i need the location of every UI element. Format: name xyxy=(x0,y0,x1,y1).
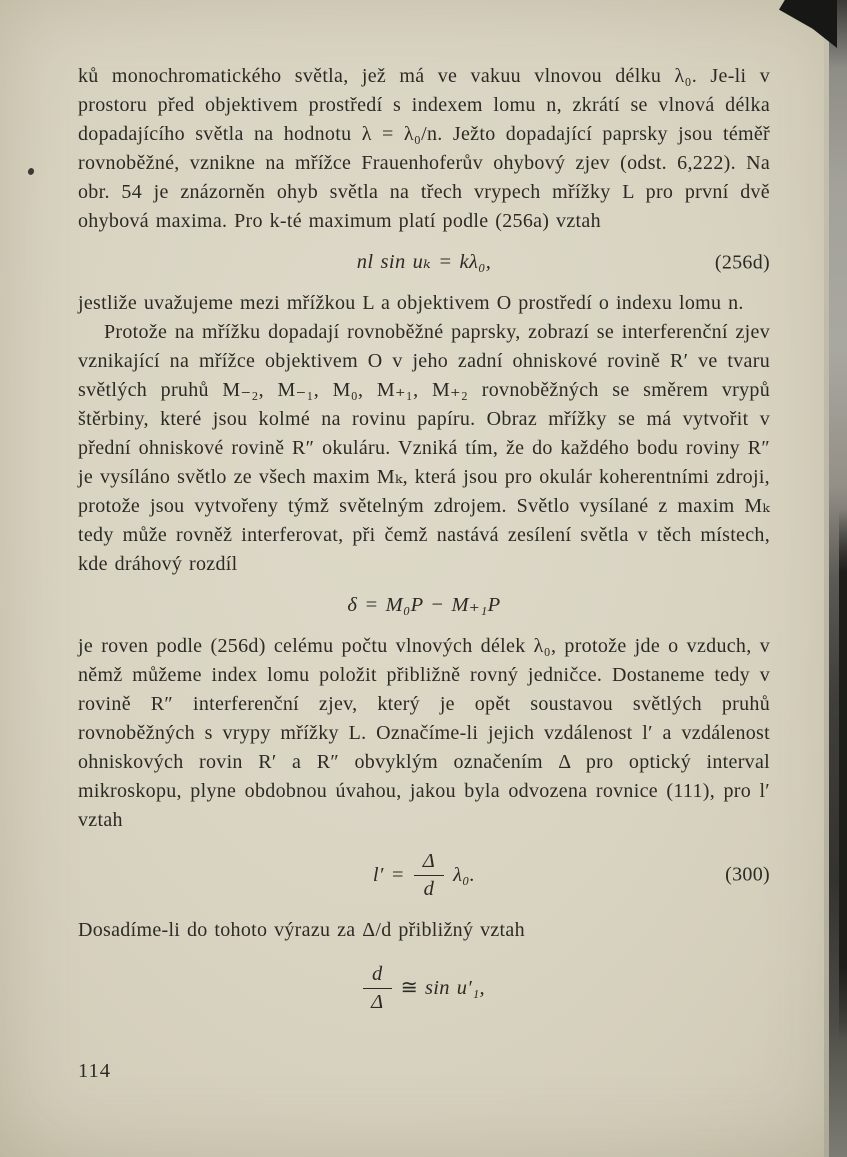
scan-right-edge-shadow xyxy=(829,0,847,1157)
fraction-numerator: Δ xyxy=(414,850,444,876)
scan-top-right-corner-artifact xyxy=(779,0,837,48)
fraction-d-over-delta xyxy=(363,963,392,1014)
fraction-denominator: Δ xyxy=(371,990,384,1013)
equation-256d xyxy=(78,248,770,277)
equation-300-rhs: λ₀. xyxy=(453,863,476,886)
page-number: 114 xyxy=(78,1060,111,1082)
fraction-numerator: d xyxy=(363,963,392,989)
equation-300-number: (300) xyxy=(725,863,770,886)
equation-sine xyxy=(78,960,770,1014)
paragraph-4: je roven podle (256d) celému počtu vlnových délek λ₀, protože jde o vzduch, v němž můžeme index lomu položit přibližně rovný jedničce. Dostaneme tedy v rovině R″ interferenční zjev, který je opět soustavou světlých pruhů rovnoběžných s vrypy mřížky L. Označíme-li jejich vzdálenost l′ a vzdálenost ohniskových rovin R′ a R″ obvyklým označením Δ pro optický interval mikroskopu, plyne obdobnou úvahou, jakou byla odvozena rovnice (111), pro l′ vztah xyxy=(78,635,770,831)
scan-ink-speck xyxy=(27,167,35,176)
equation-300-body xyxy=(373,850,475,901)
text-column xyxy=(78,62,770,1029)
paragraph-5: Dosadíme-li do tohoto výrazu za Δ/d přibližný vztah xyxy=(78,918,525,941)
fraction-delta-over-d xyxy=(414,850,444,901)
paragraph-3: Protože na mřížku dopadají rovnoběžné paprsky, zobrazí se interferenční zjev vznikající na mřížce objektivem O v jeho zadní ohniskové rovině R′ ve tvaru světlých pruhů M₋₂, M₋₁, M₀, M₊₁, M₊₂ rovnoběžných se směrem vrypů štěrbiny, které jsou kolmé na rovinu papíru. Obraz mřížky se má vytvořit v přední ohniskové rovině R″ okuláru. Vzniká tím, že do každého bodu roviny R″ je vysíláno světlo ze všech maxim Mₖ, která jsou pro okulár koherentními zdroji, protože jsou vytvořeny týmž světelným zdrojem. Světlo vysílané z maxim Mₖ tedy může rovněž interferovat, při čemž nastává zesílení světla v těch místech, kde dráhový rozdíl xyxy=(78,321,770,575)
paragraph-2: jestliže uvažujeme mezi mřížkou L a objektivem O prostředí o indexu lomu n. xyxy=(78,292,744,314)
equation-sine-body xyxy=(363,963,485,1014)
fraction-denominator: d xyxy=(423,877,435,900)
equation-sine-rhs: ≅ sin u′₁, xyxy=(400,976,485,999)
equation-path-difference-body: δ = M₀P − M₊₁P xyxy=(347,594,501,616)
equation-300-lhs: l′ = xyxy=(372,863,405,886)
equation-256d-number: (256d) xyxy=(714,251,770,273)
paragraph-1: ků monochromatického světla, jež má ve vakuu vlnovou délku λ₀. Je-li v prostoru před objektivem prostředí s indexem lomu n, zkrátí se vlnová délka dopadajícího světla na hodnotu λ = λ₀/n. Ježto dopadající paprsky jsou téměř rovnoběžné, vznikne na mřížce Frauenhoferův ohybový zjev (odst. 6,222). Na obr. 54 je znázorněn ohyb světla na třech vrypech mřížky L pro první dvě ohybová maxima. Pro k-té maximum platí podle (256a) vztah xyxy=(78,65,770,232)
equation-path-difference xyxy=(78,591,770,620)
equation-256d-body: nl sin uₖ = kλ₀, xyxy=(356,251,492,273)
equation-300 xyxy=(78,850,770,901)
